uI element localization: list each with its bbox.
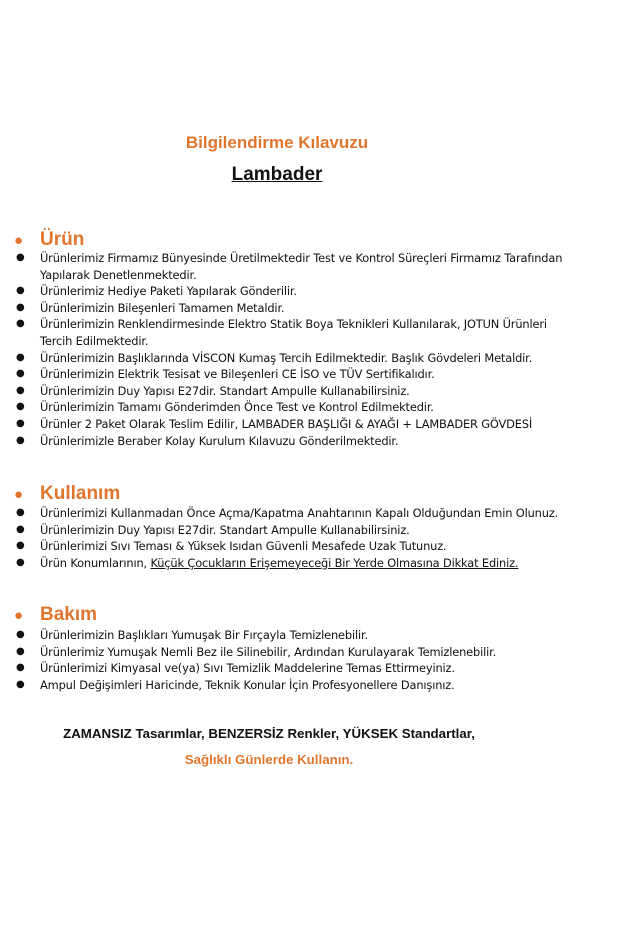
bullet-icon: ● xyxy=(16,540,25,552)
slogan-line-2: Sağlıklı Günlerde Kullanın. xyxy=(184,752,354,767)
section-heading-label: Ürün xyxy=(40,229,85,250)
list-item: ● Ürünlerimizi Kullanmadan Önce Açma/Kapatma Anahtarının Kapalı Olduğundan Emin Olunuz. xyxy=(16,506,559,520)
list-item: ● Ürünlerimiz Hediye Paketi Yapılarak Gönderilir. xyxy=(16,284,297,299)
list-urun xyxy=(14,250,574,449)
list-item: ● Ürünler 2 Paket Olarak Teslim Edilir, LAMBADER BAŞLIĞI & AYAĞI + LAMBADER GÖVDESİ xyxy=(16,416,533,431)
bullet-icon: ● xyxy=(16,318,25,330)
bullet-icon: ● xyxy=(16,301,25,313)
section-heading-bakim xyxy=(14,604,97,626)
bullet-icon: ● xyxy=(14,606,24,624)
bullet-icon: ● xyxy=(16,556,25,568)
bullet-icon: ● xyxy=(14,231,24,249)
bullet-icon: ● xyxy=(16,368,25,380)
list-item: ● Ürünlerimizi Kimyasal ve(ya) Sıvı Temizlik Maddelerine Temas Ettirmeyiniz. xyxy=(16,661,455,676)
bullet-icon: ● xyxy=(16,523,25,535)
bullet-icon: ● xyxy=(16,434,25,446)
bullet-icon: ● xyxy=(14,485,24,503)
product-name: Lambader xyxy=(231,164,323,185)
list-item: ● Ürünlerimizin Duy Yapısı E27dir. Standart Ampulle Kullanabilirsiniz. xyxy=(16,522,410,537)
list-item: ● Ürünlerimizin Tamamı Gönderimden Önce Test ve Kontrol Edilmektedir. xyxy=(16,400,434,415)
bullet-icon: ● xyxy=(16,384,25,396)
list-item: ● Ürünlerimizi Sıvı Teması & Yüksek Isıdan Güvenli Mesafede Uzak Tutunuz. xyxy=(16,539,447,554)
list-bakim xyxy=(14,627,574,693)
bullet-icon: ● xyxy=(16,678,25,690)
bullet-icon: ● xyxy=(16,645,25,657)
list-item: ● Ürünlerimizin Başlıklarında VİSCON Kumaş Tercih Edilmektedir. Başlık Gövdeleri Metaldir. xyxy=(16,350,533,365)
section-heading-label: Bakım xyxy=(40,604,98,625)
list-item: ● Ampul Değişimleri Haricinde, Teknik Konular İçin Profesyonellere Danışınız. xyxy=(16,677,455,692)
bullet-icon: ● xyxy=(16,285,25,297)
list-item: ● Ürünlerimiz Firmamız Bünyesinde Üretilmektedir Test ve Kontrol Süreçleri Firmamız Tarafından Yapılarak Denetlenmektedir. xyxy=(16,251,563,282)
list-item: ● Ürünlerimizin Duy Yapısı E27dir. Standart Ampulle Kullanabilirsiniz. xyxy=(16,383,410,398)
list-item: ● Ürünlerimiz Yumuşak Nemli Bez ile Silinebilir, Ardından Kurulayarak Temizlenebilir. xyxy=(16,644,497,659)
list-item: ● Ürünlerimizin Renklendirmesinde Elektro Statik Boya Teknikleri Kullanılarak, JOTUN Ürünleri Tercih Edilmektedir. xyxy=(16,317,547,348)
warning-text: Küçük Çocukların Erişemeyeceği Bir Yerde Olmasına Dikkat Ediniz. xyxy=(150,555,519,570)
bullet-icon: ● xyxy=(16,252,25,263)
slogan-line-1: ZAMANSIZ Tasarımlar, BENZERSİZ Renkler, YÜKSEK Standartlar, xyxy=(63,726,475,741)
list-item: ● Ürünlerimizle Beraber Kolay Kurulum Kılavuzu Gönderilmektedir. xyxy=(16,433,399,448)
list-item: ● Ürünlerimizin Elektrik Tesisat ve Bileşenleri CE İSO ve TÜV Sertifikalıdır. xyxy=(16,367,435,382)
section-heading-kullanim xyxy=(14,483,120,505)
list-item: ● Ürünlerimizin Başlıkları Yumuşak Bir Fırçayla Temizlenebilir. xyxy=(16,628,368,642)
bullet-icon: ● xyxy=(16,351,25,363)
section-heading-urun xyxy=(14,229,84,251)
list-kullanim xyxy=(14,505,574,571)
section-heading-label: Kullanım xyxy=(40,483,121,504)
document-title: Bilgilendirme Kılavuzu xyxy=(185,133,369,152)
bullet-icon: ● xyxy=(16,401,25,413)
list-item: ● Ürünlerimizin Bileşenleri Tamamen Metaldir. xyxy=(16,300,285,315)
bullet-icon: ● xyxy=(16,662,25,674)
list-item: ● Ürün Konumlarının, Küçük Çocukların Erişemeyeceği Bir Yerde Olmasına Dikkat Ediniz. xyxy=(16,555,519,570)
bullet-icon: ● xyxy=(16,507,25,518)
bullet-icon: ● xyxy=(16,629,25,640)
bullet-icon: ● xyxy=(16,417,25,429)
